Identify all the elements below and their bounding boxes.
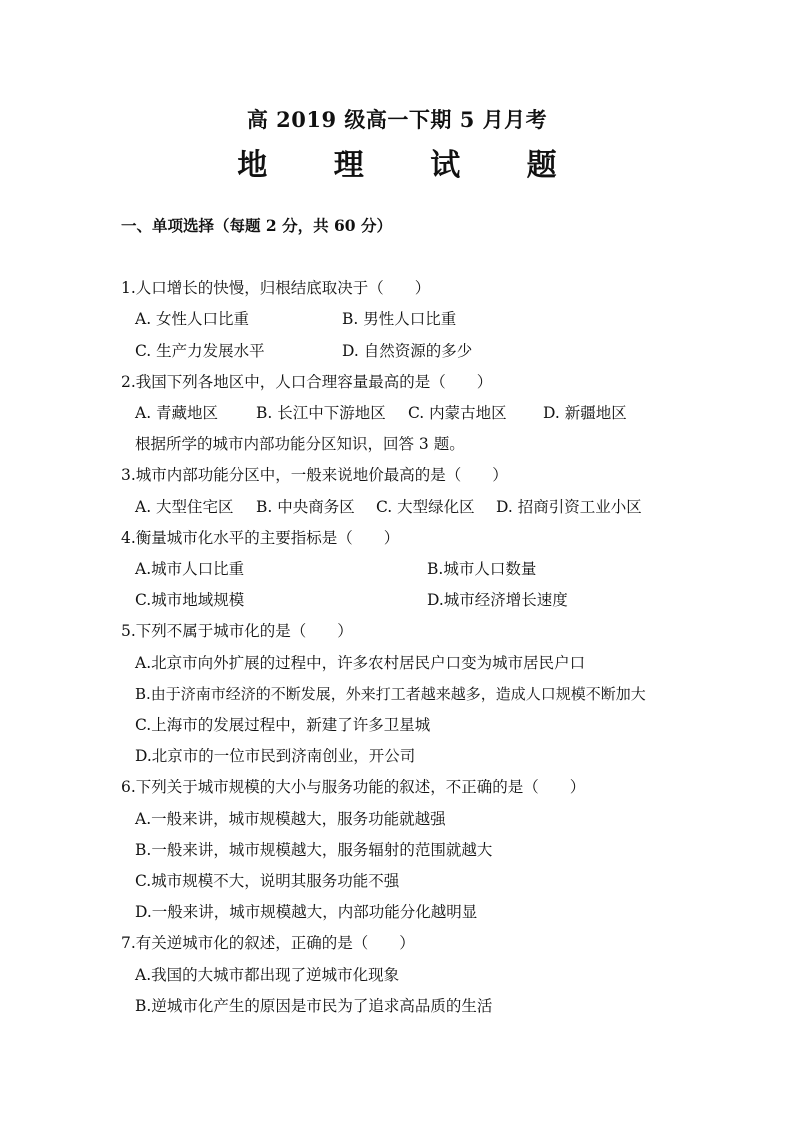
question-1-stem: 1.人口增长的快慢，归根结底取决于（ ）: [121, 279, 431, 297]
question-6-stem: 6.下列关于城市规模的大小与服务功能的叙述，不正确的是（ ）: [121, 778, 586, 796]
question-3-option-a: A. 大型住宅区: [135, 498, 234, 516]
question-6-option-a: A.一般来讲，城市规模越大，服务功能就越强: [135, 810, 446, 828]
exam-title: 高 2019 级高一下期 5 月月考: [246, 107, 548, 132]
exam-subject-title: 地 理 试 题: [237, 148, 585, 183]
question-5-stem: 5.下列不属于城市化的是（ ）: [121, 622, 353, 640]
question-4-option-d: D.城市经济增长速度: [427, 591, 568, 609]
question-6-option-b: B.一般来讲，城市规模越大，服务辐射的范围就越大: [135, 841, 493, 859]
question-2-option-d: D. 新疆地区: [543, 404, 627, 422]
question-1-option-c: C. 生产力发展水平: [135, 342, 265, 360]
question-4-option-a: A.城市人口比重: [135, 560, 245, 578]
question-7-option-a: A.我国的大城市都出现了逆城市化现象: [135, 966, 400, 984]
question-3-option-d: D. 招商引资工业小区: [496, 498, 642, 516]
question-6-option-c: C.城市规模不大，说明其服务功能不强: [135, 872, 400, 890]
question-1-option-b: B. 男性人口比重: [342, 310, 457, 328]
question-4-stem: 4.衡量城市化水平的主要指标是（ ）: [121, 529, 400, 547]
question-5-option-c: C.上海市的发展过程中，新建了许多卫星城: [135, 716, 431, 734]
section-heading: 一、单项选择（每题 2 分，共 60 分）: [121, 216, 392, 235]
question-1-option-a: A. 女性人口比重: [135, 310, 250, 328]
question-3-option-b: B. 中央商务区: [256, 498, 355, 516]
question-2-option-a: A. 青藏地区: [135, 404, 219, 422]
question-1-option-d: D. 自然资源的多少: [342, 342, 473, 360]
question-2-option-c: C. 内蒙古地区: [408, 404, 507, 422]
question-3-stem: 3.城市内部功能分区中，一般来说地价最高的是（ ）: [121, 466, 508, 484]
question-3-intro: 根据所学的城市内部功能分区知识，回答 3 题。: [135, 435, 465, 453]
question-5-option-b: B.由于济南市经济的不断发展，外来打工者越来越多，造成人口规模不断加大: [135, 685, 646, 703]
question-7-stem: 7.有关逆城市化的叙述，正确的是（ ）: [121, 934, 415, 952]
question-5-option-d: D.北京市的一位市民到济南创业，开公司: [135, 747, 416, 765]
question-2-option-b: B. 长江中下游地区: [256, 404, 386, 422]
question-4-option-c: C.城市地域规模: [135, 591, 245, 609]
question-5-option-a: A.北京市向外扩展的过程中，许多农村居民户口变为城市居民户口: [135, 654, 586, 672]
question-4-option-b: B.城市人口数量: [427, 560, 537, 578]
question-7-option-b: B.逆城市化产生的原因是市民为了追求高品质的生活: [135, 997, 493, 1015]
question-3-option-c: C. 大型绿化区: [376, 498, 475, 516]
question-2-stem: 2.我国下列各地区中，人口合理容量最高的是（ ）: [121, 373, 493, 391]
question-6-option-d: D.一般来讲，城市规模越大，内部功能分化越明显: [135, 903, 478, 921]
